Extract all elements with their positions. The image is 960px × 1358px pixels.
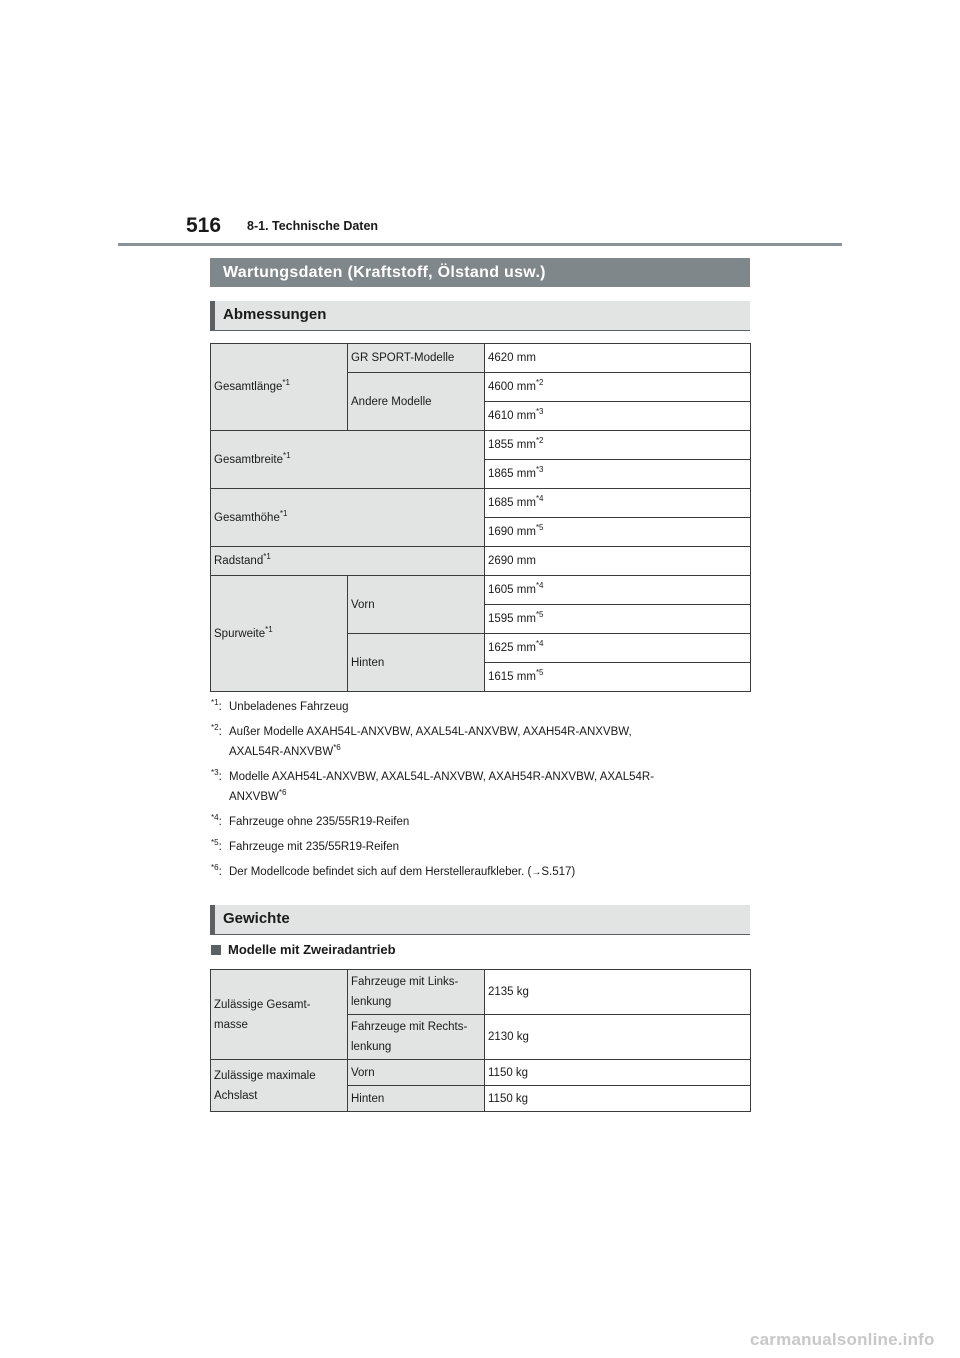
value-cell: 2690 mm (485, 547, 751, 576)
row-label-achslast: Zulässige maximale Achslast (211, 1060, 348, 1112)
table-row (211, 431, 751, 460)
footnote: $^{*1}$: Unbeladenes Fahrzeug (211, 698, 349, 713)
value-cell: 4610 $mm^{*3}$ (485, 402, 751, 431)
weights-table (210, 969, 751, 1112)
chapter-title-bar: Wartungsdaten (Kraftstoff, Ölstand usw.) (210, 258, 750, 287)
table-row (211, 970, 751, 1015)
sub-label-hinten: Hinten (348, 1086, 485, 1112)
sub-label-andere: Andere Modelle (348, 373, 485, 431)
footnote: $^{*4}$: Fahrzeuge ohne 235/55R19-Reifen (211, 813, 410, 828)
value-cell: 1625 $mm^{*4}$ (485, 634, 751, 663)
value-cell: 2130 kg (485, 1015, 751, 1060)
table-row (211, 344, 751, 373)
footnote: $^{*5}$: Fahrzeuge mit 235/55R19-Reifen (211, 838, 400, 853)
table-row (211, 576, 751, 605)
row-label-gesamtbreite: Gesamtbreite$^{*1}$ (211, 431, 485, 489)
sub-label-linkslenkung: Fahrzeuge mit Links- lenkung (348, 970, 485, 1015)
sub-label-hinten: Hinten (348, 634, 485, 692)
value-cell: 4600 $mm^{*2}$ (485, 373, 751, 402)
page-reference-link[interactable]: S.517) (541, 866, 576, 878)
value-cell: 1150 kg (485, 1086, 751, 1112)
value-cell: 1685 $mm^{*4}$ (485, 489, 751, 518)
value-cell: 2135 kg (485, 970, 751, 1015)
value-cell: 1690 $mm^{*5}$ (485, 518, 751, 547)
footnotes (211, 697, 751, 888)
header-divider (118, 243, 842, 246)
row-label-radstand: Radstand$^{*1}$ (211, 547, 485, 576)
sub-label-gr-sport: GR SPORT-Modelle (348, 344, 485, 373)
value-cell: 1615 $mm^{*5}$ (485, 663, 751, 692)
weights-heading-text: Gewichte (223, 910, 290, 927)
row-label-spurweite: Spurweite$^{*1}$ (211, 576, 348, 692)
table-row (211, 489, 751, 518)
dimensions-heading (210, 301, 750, 331)
footnote: $^{*6}$: Der Modellcode befindet sich auf dem Herstelleraufkleber. (→S.517) (211, 863, 576, 878)
table-row (211, 547, 751, 576)
row-label-gesamtmasse: Zulässige Gesamt- masse (211, 970, 348, 1060)
value-cell: 1865 $mm^{*3}$ (485, 460, 751, 489)
page-number: 516 (186, 214, 222, 237)
drive-type-subheading: Modelle mit Zweiradantrieb (211, 942, 396, 957)
arrow-icon: → (531, 867, 542, 878)
row-label-gesamtlaenge: Gesamtlänge$^{*1}$ (211, 344, 348, 431)
sub-label-vorn: Vorn (348, 1060, 485, 1086)
dimensions-heading-text: Abmessungen (223, 306, 327, 323)
value-cell: 4620 mm (485, 344, 751, 373)
watermark: carmanualsonline.info (750, 1330, 935, 1349)
value-cell: 1595 $mm^{*5}$ (485, 605, 751, 634)
value-cell: 1605 $mm^{*4}$ (485, 576, 751, 605)
weights-heading (210, 905, 750, 935)
table-row (211, 1060, 751, 1086)
value-cell: 1855 $mm^{*2}$ (485, 431, 751, 460)
footnote: $^{*3}$: Modelle AXAH54L-ANXVBW, AXAL54L-ANXVBW, AXAH54R-ANXVBW, AXAL54R- ANXVBW$^{*6}$ (211, 768, 655, 803)
square-bullet-icon (211, 945, 221, 955)
footnote: $^{*2}$: Außer Modelle AXAH54L-ANXVBW, AXAL54L-ANXVBW, AXAH54R-ANXVBW, AXAL54R-ANXVBW$^{*6}$ (211, 723, 632, 758)
sub-label-vorn: Vorn (348, 576, 485, 634)
section-title: 8-1. Technische Daten (247, 219, 379, 233)
value-cell: 1150 kg (485, 1060, 751, 1086)
row-label-gesamthoehe: Gesamthöhe$^{*1}$ (211, 489, 485, 547)
dimensions-table (210, 343, 751, 692)
sub-label-rechtslenkung: Fahrzeuge mit Rechts- lenkung (348, 1015, 485, 1060)
